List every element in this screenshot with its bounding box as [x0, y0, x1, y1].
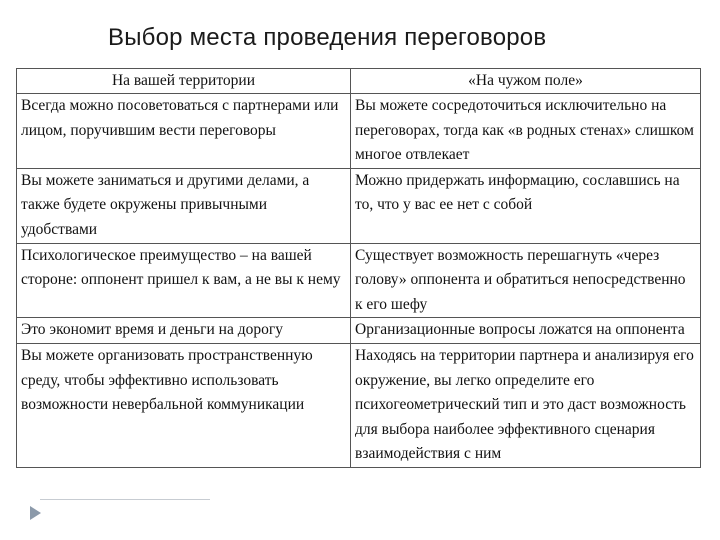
table-cell: Всегда можно посоветоваться с партнерами или лицом, поручившим вести переговоры [17, 94, 351, 169]
table-cell: Существует возможность перешагнуть «через голову» оппонента и обратиться непосредственно к его шефу [351, 243, 701, 318]
comparison-table [16, 68, 701, 468]
table-cell: Организационные вопросы ложатся на оппонента [351, 318, 701, 344]
table-cell: Находясь на территории партнера и анализируя его окружение, вы легко определите его психогеометрический тип и это даст возможность для выбора наиболее эффективного сценария взаимодействия с ним [351, 343, 701, 467]
divider-line [40, 499, 210, 500]
table-cell: Можно придержать информацию, сославшись на то, что у вас ее нет с собой [351, 168, 701, 243]
table-row [17, 243, 701, 318]
table-cell: Вы можете организовать пространственную среду, чтобы эффективно использовать возможности невербальной коммуникации [17, 343, 351, 467]
table-cell: Вы можете сосредоточиться исключительно на переговорах, тогда как «в родных стенах» слишком многое отвлекает [351, 94, 701, 169]
table-header-row [17, 69, 701, 94]
table-cell: Вы можете заниматься и другими делами, а также будете окружены привычными удобствами [17, 168, 351, 243]
column-header-foreign-territory: «На чужом поле» [351, 69, 701, 94]
column-header-own-territory: На вашей территории [17, 69, 351, 94]
table-row [17, 94, 701, 169]
table-cell: Это экономит время и деньги на дорогу [17, 318, 351, 344]
table-cell: Психологическое преимущество – на вашей стороне: оппонент пришел к вам, а не вы к нему [17, 243, 351, 318]
table-row [17, 168, 701, 243]
table-row [17, 318, 701, 344]
play-arrow-icon[interactable] [30, 506, 41, 520]
table-row [17, 343, 701, 467]
page-title: Выбор места проведения переговоров [108, 24, 547, 51]
